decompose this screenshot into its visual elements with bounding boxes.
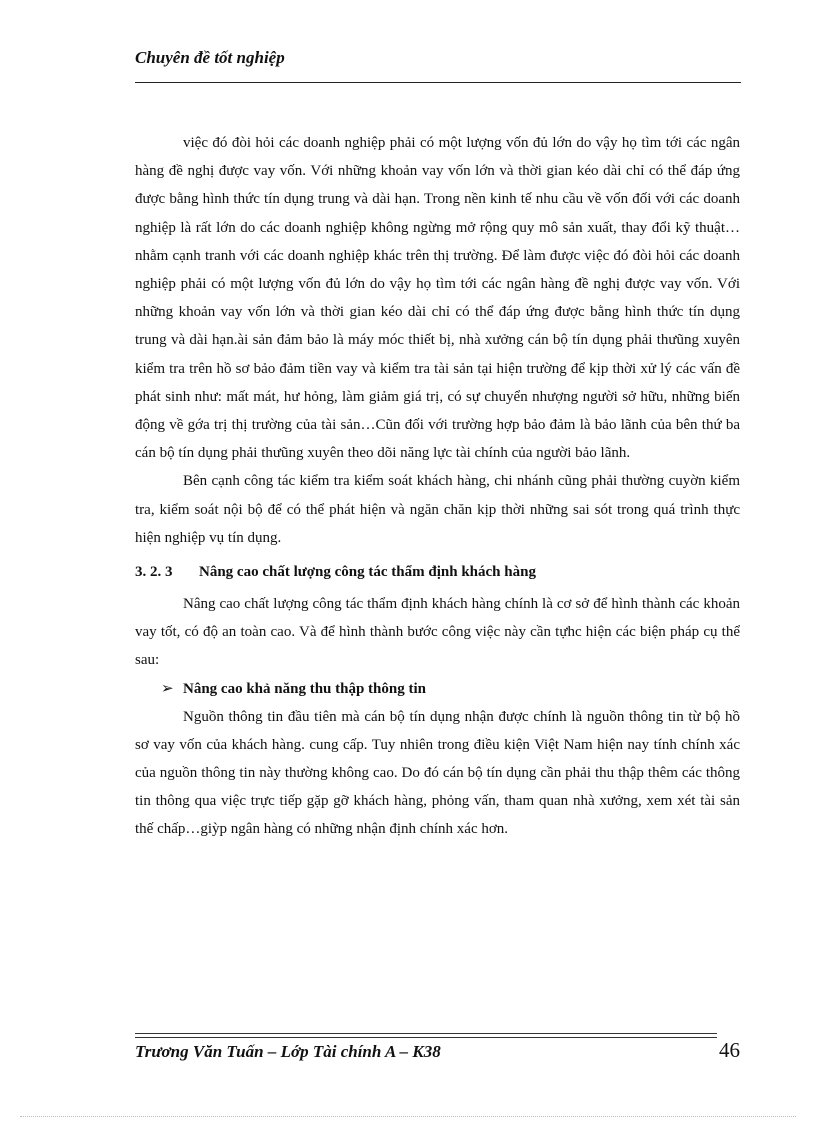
footer-divider — [135, 1033, 717, 1038]
bullet-title: Nâng cao khả năng thu thập thông tin — [183, 680, 426, 697]
bullet-heading — [135, 675, 740, 703]
bullet-paragraph: Nguồn thông tin đầu tiên mà cán bộ tín dụng nhận được chính là nguồn thông tin từ bộ hồ sơ vay vốn của khách hàng. cung cấp. Tuy nhiên trong điều kiện Việt Nam hiện nay tính chính xác của nguồn thông tin này thường không cao. Do đó cán bộ tín dụng cần phải thu thập thêm các thông tin thông qua việc trực tiếp gặp gỡ khách hàng, phỏng vấn, tham quan nhà xưởng, xem xét tài sản thế chấp…giỳp ngân hàng có những nhận định chính xác hơn. — [135, 708, 740, 838]
section-heading — [135, 558, 740, 586]
paragraph-1: việc đó đòi hỏi các doanh nghiệp phải có một lượng vốn đủ lớn do vậy họ tìm tới các ngân hàng đề nghị được vay vốn. Với những khoản vay vốn lớn và thời gian kéo dài chỉ có thể đáp ứng được bằng hình thức tín dụng trung và dài hạn. Trong nền kinh tế nhu cầu về vốn đối với các doanh nghiệp là rất lớn do các doanh nghiệp không ngừng mở rộng quy mô sản xuất, thay đổi kỹ thuật… nhằm cạnh tranh với các doanh nghiệp khác trên thị trường. Để làm được việc đó đòi hỏi các doanh nghiệp phải có một lượng vốn đủ lớn do vậy họ tìm tới các ngân hàng đề nghị được vay vốn. Với những khoản vay vốn lớn và thời gian kéo dài chỉ có thể đáp ứng được bằng hình thức tín dụng trung và dài hạn.ài sản đảm bảo là máy móc thiết bị, nhà xưởng cán bộ tín dụng phải thưũng xuyên kiểm tra trên hồ sơ bảo đảm tiền vay và kiểm tra tài sản tại hiện trường để kịp thời xử lý các vấn đề phát sinh như: mất mát, hư hỏng, làm giảm giá trị, có sự chuyển nhượng người sở hữu, những biến động về gớa trị thị trường của tài sản…Cũn đối với trường hợp bảo đảm là bảo lãnh của bên thứ ba cán bộ tín dụng phải thưũng xuyên theo dõi năng lực tài chính của người bảo lãnh. — [135, 135, 740, 462]
header-divider — [135, 82, 741, 83]
footer-author: Trương Văn Tuấn – Lớp Tài chính A – K38 — [135, 1042, 441, 1061]
page-bottom-edge — [20, 1116, 796, 1117]
page-header-title: Chuyên đề tốt nghiệp — [135, 48, 285, 67]
arrow-bullet-icon: ➢ — [161, 680, 174, 697]
section-number: 3. 2. 3 — [135, 564, 173, 581]
document-body — [135, 129, 740, 844]
section-intro-paragraph: Nâng cao chất lượng công tác thẩm định khách hàng chính là cơ sở để hình thành các khoản vay tốt, có độ an toàn cao. Và để hình thành bước công việc này cần tựhc hiện các biện pháp cụ thể sau: — [135, 596, 740, 669]
section-title: Nâng cao chất lượng công tác thẩm định khách hàng — [199, 564, 536, 581]
page-number: 46 — [719, 1038, 740, 1062]
paragraph-2: Bên cạnh công tác kiểm tra kiểm soát khách hàng, chi nhánh cũng phải thường cuyờn kiểm tra, kiểm soát nội bộ để có thể phát hiện và ngăn chăn kịp thời những sai sót trong quá trình thực hiện nghiệp vụ tín dụng. — [135, 473, 740, 546]
